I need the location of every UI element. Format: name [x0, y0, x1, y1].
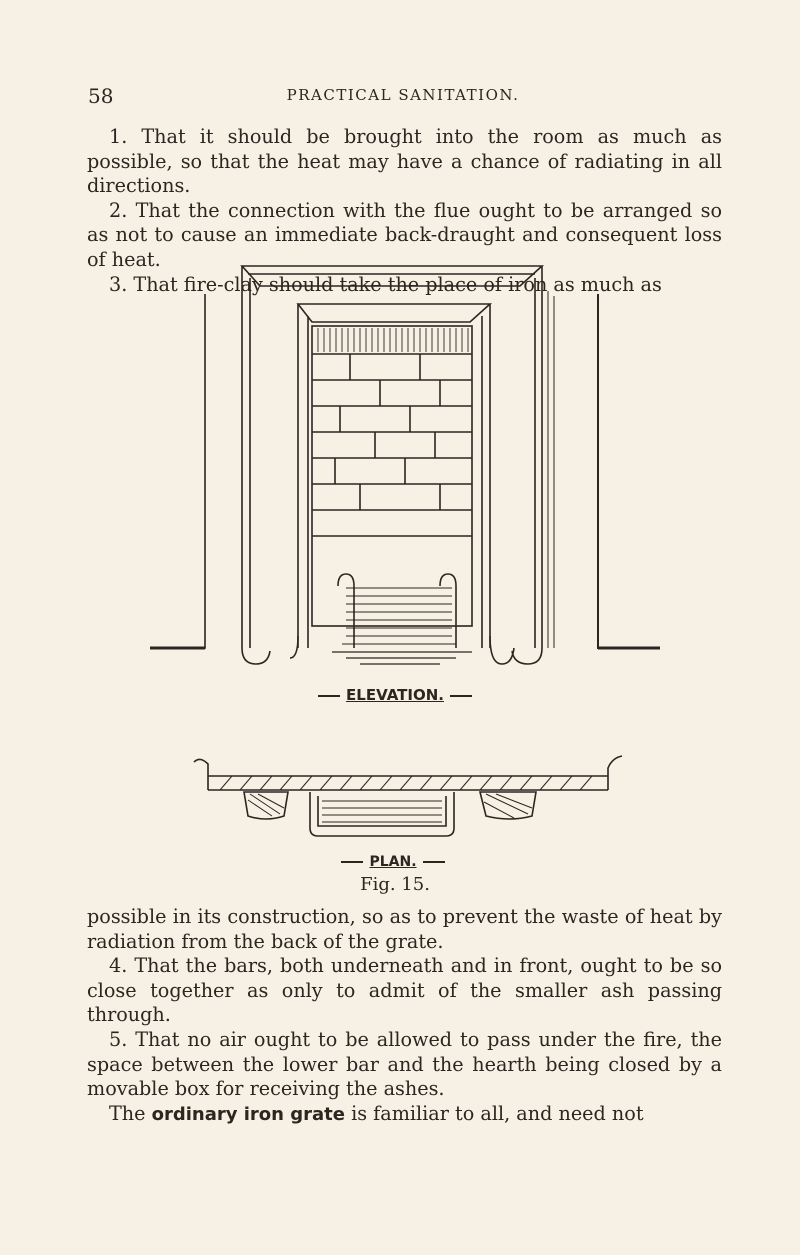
side-heading: ordinary iron grate [151, 1103, 345, 1125]
paragraph-2: 2. That the connection with the flue ought to be arranged so as not to cause an immediate back-draught and consequent loss of heat. [87, 198, 722, 271]
paragraph-3: 3. That fire-clay should take the place of iron as much as [109, 272, 662, 296]
running-head: PRACTICAL SANITATION. [286, 86, 520, 104]
plan-label: PLAN. [138, 854, 648, 870]
grate-illustration [150, 256, 660, 896]
plan-drawing [194, 756, 622, 836]
elevation-label: ELEVATION. [140, 686, 650, 704]
page-number: 58 [88, 84, 114, 108]
page-header [88, 84, 718, 114]
body-text-bottom [87, 905, 722, 1127]
elevation-drawing [150, 266, 660, 664]
paragraph-4: 4. That the bars, both underneath and in front, ought to be so close together as only to admit of the smaller ash passing through. [87, 954, 722, 1027]
figure-caption: Fig. 15. [360, 874, 430, 895]
paragraph-ordinary-grate: The ordinary iron grate is familiar to all, and need not [109, 1101, 644, 1125]
figure-15 [150, 256, 660, 896]
paragraph-1: 1. That it should be brought into the room as much as possible, so that the heat may have a chance of radiating in all directions. [87, 125, 722, 198]
paragraph-5: 5. That no air ought to be allowed to pass under the fire, the space between the lower bar and the hearth being closed by a movable box for receiving the ashes. [87, 1027, 722, 1101]
paragraph-continuation: possible in its construction, so as to prevent the waste of heat by radiation from the back of the grate. [87, 905, 722, 953]
